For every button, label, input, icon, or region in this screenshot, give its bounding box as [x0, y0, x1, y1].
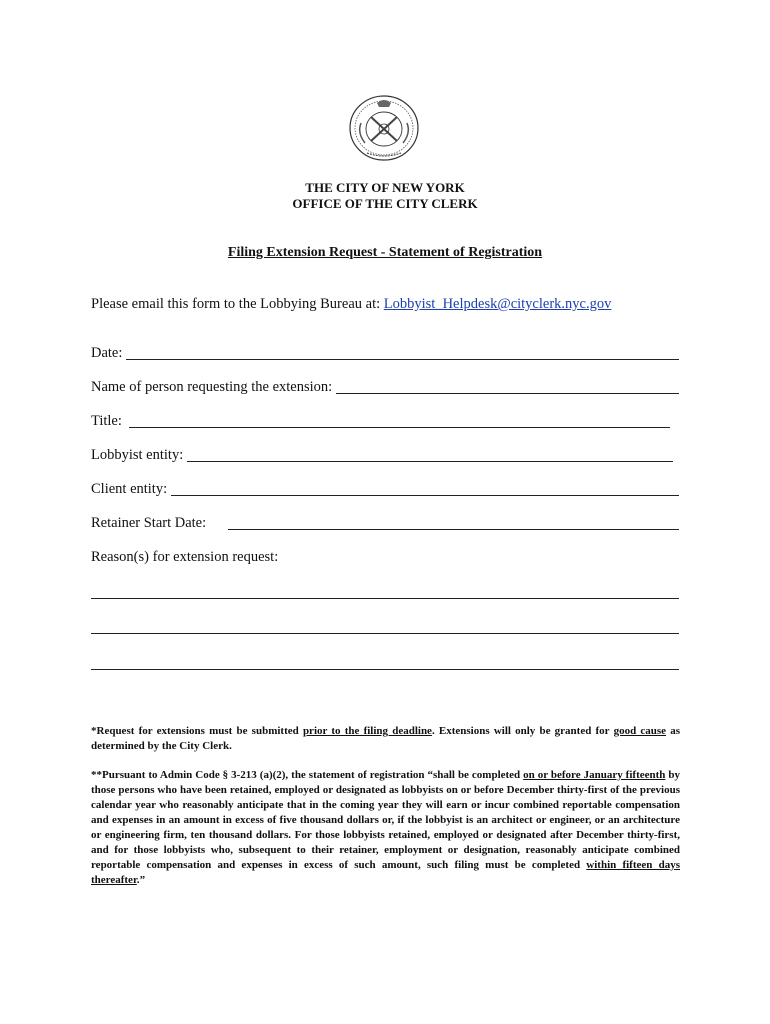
retainer-start-date-line[interactable]	[228, 515, 679, 530]
note2-text-a: **Pursuant to Admin Code § 3-213 (a)(2), the statement of registration “shall be completed	[91, 769, 524, 781]
client-entity-line[interactable]	[171, 481, 679, 496]
reasons-line-1[interactable]	[91, 598, 679, 599]
city-seal-icon	[347, 93, 421, 163]
note2-text-c: by those persons who have been retained, employed or designated as lobbyists on or before December thirty-first of the previous calendar year who reasonably anticipate that in the coming year they will earn or incur combined reportable compensation and expenses in an amount in excess of five thousand dollars or, if the lobbyist is an architect or engineer, or an architecture or engineering firm, ten thousand dollars. For those lobbyists retained, employed or designated after December thirty-first, and for those lobbyists who, subsequent to their retainer, employment or designation, reasonably anticipate combined reportable compensation and expenses in excess of such amount, such filing must be completed	[91, 769, 680, 871]
lobbyist-entity-field[interactable]	[91, 446, 673, 466]
document-header	[0, 180, 770, 212]
reasons-line-2[interactable]	[91, 633, 679, 634]
requester-name-line[interactable]	[336, 379, 679, 394]
intro-text	[91, 296, 611, 313]
reasons-line-3[interactable]	[91, 669, 679, 670]
note1-underline-good-cause: good cause	[613, 725, 667, 737]
note2-underline-fifteen-days: within fifteen days thereafter	[91, 859, 680, 886]
requester-name-label: Name of person requesting the extension:	[91, 379, 336, 395]
helpdesk-email-link[interactable]: Lobbyist_Helpdesk@cityclerk.nyc.gov	[383, 296, 612, 312]
footnote-admin-code	[91, 768, 680, 888]
retainer-start-date-field[interactable]	[91, 514, 679, 534]
retainer-start-date-label: Retainer Start Date:	[91, 515, 228, 531]
footnote-extension-deadline	[91, 724, 680, 754]
note1-text-a: *Request for extensions must be submitted	[91, 725, 303, 737]
header-office: OFFICE OF THE CITY CLERK	[292, 196, 478, 211]
title-line[interactable]	[129, 413, 670, 428]
client-entity-field[interactable]	[91, 480, 679, 500]
note1-text-e: as determined by the City Clerk.	[91, 725, 681, 752]
date-field[interactable]	[91, 344, 679, 364]
form-title: Filing Extension Request - Statement of Registration	[227, 245, 543, 260]
requester-name-field[interactable]	[91, 378, 679, 398]
note2-underline-jan-15: on or before January fifteenth	[523, 769, 666, 781]
note1-text-c: . Extensions will only be granted for	[431, 725, 614, 737]
lobbyist-entity-label: Lobbyist entity:	[91, 447, 187, 463]
date-label: Date:	[91, 345, 127, 361]
header-city: THE CITY OF NEW YORK	[305, 180, 465, 195]
reasons-label: Reason(s) for extension request:	[91, 549, 279, 565]
client-entity-label: Client entity:	[91, 481, 171, 497]
date-line[interactable]	[126, 345, 679, 360]
note2-text-e: .”	[136, 874, 146, 886]
intro-label: Please email this form to the Lobbying Bureau at:	[91, 296, 384, 312]
title-field[interactable]	[91, 412, 670, 432]
note1-underline-deadline: prior to the filing deadline	[302, 725, 432, 737]
lobbyist-entity-line[interactable]	[187, 447, 673, 462]
title-label: Title:	[91, 413, 130, 429]
